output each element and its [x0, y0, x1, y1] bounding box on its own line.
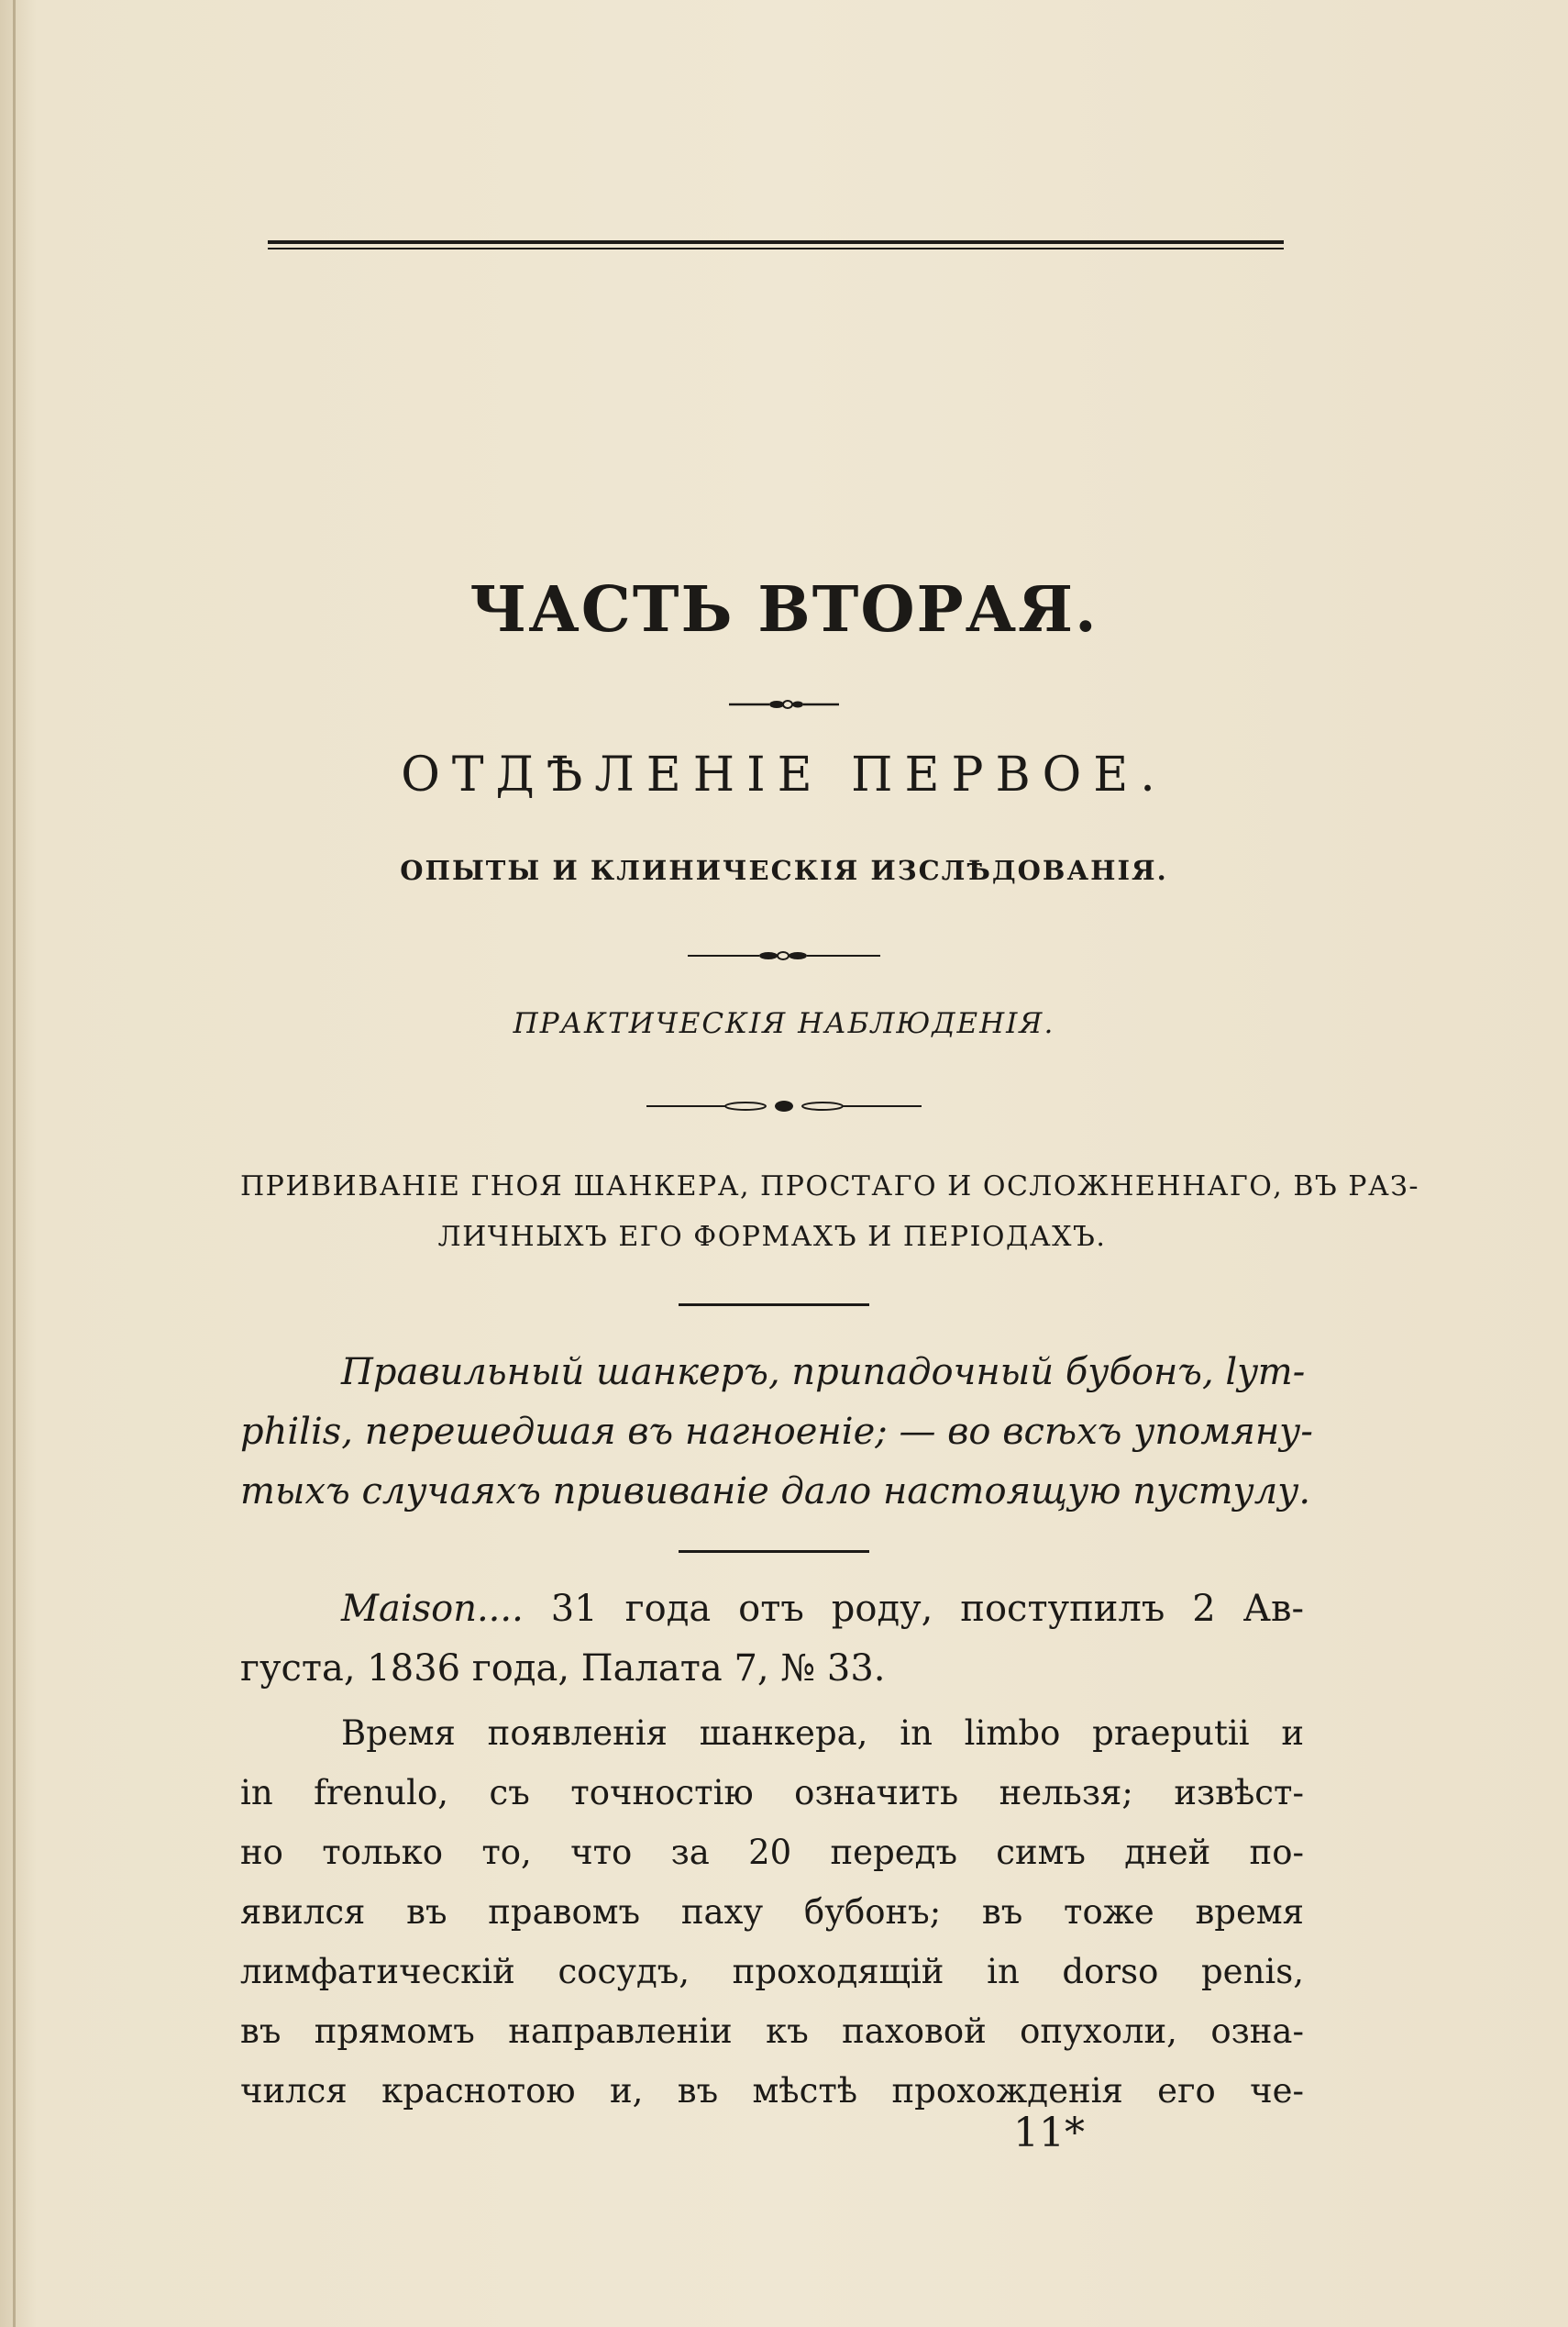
summary-line-1: Правильный шанкеръ, припадочный бубонъ, lym-: [341, 1351, 1306, 1393]
rule-2: [679, 1550, 869, 1553]
case-intro-line-2: густа, 1836 года, Палата 7, № 33.: [240, 1647, 886, 1690]
page-fold-shadow: [13, 0, 16, 2327]
case-intro-text: 31 года отъ роду, поступилъ 2 Ав-: [550, 1588, 1304, 1630]
case-line-4: явился въ правомъ паху бубонъ; въ тоже время: [240, 1892, 1304, 1932]
section-title: ОТДѢЛЕНІЕ ПЕРВОЕ.: [401, 748, 1167, 803]
signature-mark: 11*: [1013, 2110, 1085, 2156]
heading-line-2: ЛИЧНЫХЪ ЕГО ФОРМАХЪ И ПЕРІОДАХЪ.: [437, 1221, 1107, 1253]
summary-line-3: тыхъ случаяхъ прививаніе дало настоящую пустулу.: [240, 1470, 1311, 1513]
article-heading: [240, 1161, 1420, 1262]
case-line-6: въ прямомъ направленіи къ паховой опухоли, озна-: [240, 2011, 1304, 2051]
top-double-rule: [268, 240, 1284, 249]
case-line-3: но только то, что за 20 передъ симъ дней по-: [240, 1833, 1304, 1872]
summary-paragraph: [240, 1343, 1313, 1522]
case-intro: [240, 1579, 1304, 1699]
case-body: [240, 1703, 1304, 2121]
observations-title: ПРАКТИЧЕСКІЯ НАБЛЮДЕНІЯ.: [513, 1007, 1055, 1040]
case-line-2: in frenulo, съ точностію означить нельзя; извѣст-: [240, 1773, 1304, 1812]
case-line-7: чился краснотою и, въ мѣстѣ прохожденія его че-: [240, 2071, 1304, 2111]
case-intro-line-1: [240, 1579, 1304, 1639]
ornament-divider-1: [0, 697, 1568, 712]
part-title: ЧАСТЬ ВТОРАЯ.: [469, 573, 1099, 647]
ornament-divider-2: [0, 948, 1568, 963]
ornament-divider-3: [0, 1098, 1568, 1114]
case-line-5: лимфатическій сосудъ, проходящій in dorso penis,: [240, 1952, 1304, 1991]
heading-line-1: ПРИВИВАНІЕ ГНОЯ ШАНКЕРА, ПРОСТАГО И ОСЛОЖНЕННАГО, ВЪ РАЗ-: [240, 1170, 1420, 1202]
summary-line-2: philis, перешедшая въ нагноеніе; — во всѣхъ упомяну-: [240, 1411, 1313, 1453]
rule-1: [679, 1303, 869, 1306]
subtitle: ОПЫТЫ И КЛИНИЧЕСКІЯ ИЗСЛѢДОВАНІЯ.: [400, 855, 1168, 886]
patient-name: Maison....: [341, 1588, 524, 1630]
case-line-1: Время появленія шанкера, in limbo praeputii и: [341, 1713, 1304, 1753]
